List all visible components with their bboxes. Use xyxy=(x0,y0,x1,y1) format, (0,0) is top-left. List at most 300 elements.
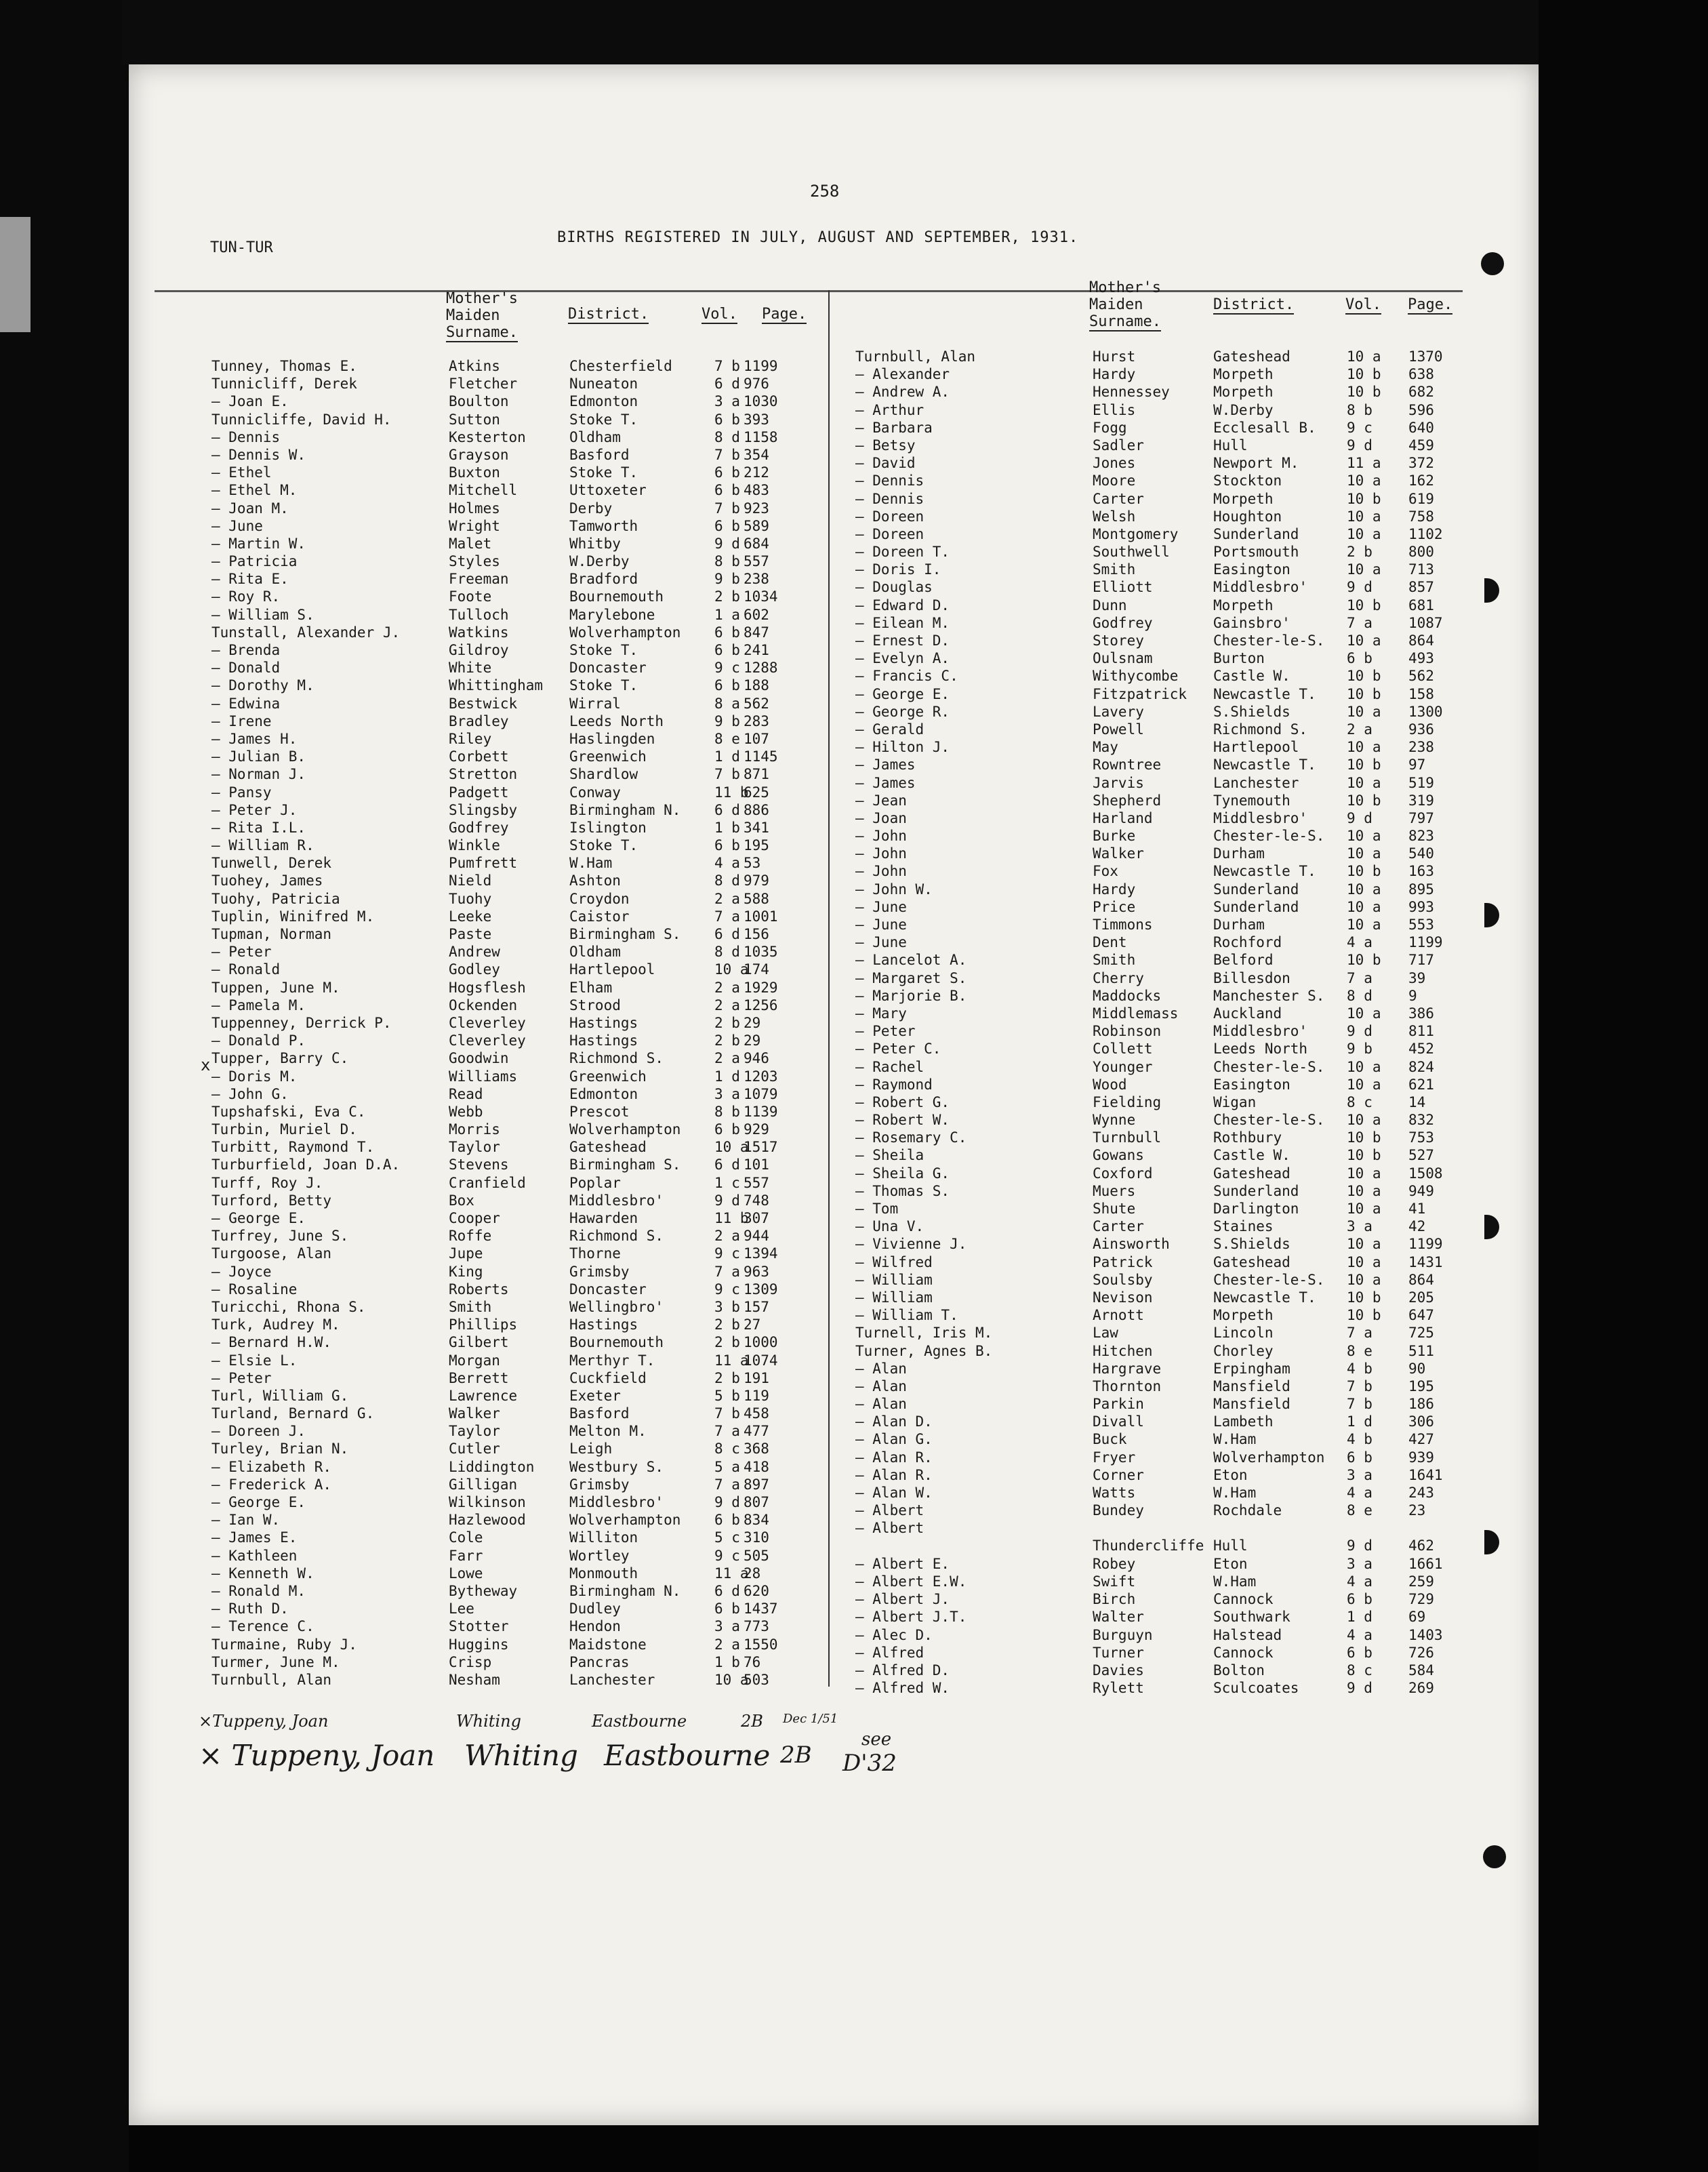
entry-name: — John xyxy=(855,863,907,880)
entry-page: 53 xyxy=(744,855,761,872)
entry-maiden: Lawrence xyxy=(449,1387,518,1404)
entry-page: 553 xyxy=(1408,917,1434,933)
entry-district: Hastings xyxy=(569,1316,638,1333)
entry-name: — John W. xyxy=(855,881,933,898)
entry-maiden: Atkins xyxy=(449,358,500,374)
entry-district: Westbury S. xyxy=(569,1458,664,1475)
entry-maiden: Godfrey xyxy=(449,819,509,836)
entry-page: 895 xyxy=(1408,881,1434,898)
entry-vol: 6 b xyxy=(714,1512,740,1529)
entry-page: 602 xyxy=(744,606,769,623)
entry-maiden: Andrew xyxy=(449,944,500,961)
entry-maiden: Price xyxy=(1093,898,1136,915)
binder-hole-icon xyxy=(1481,252,1504,275)
entry-name: — Alec D. xyxy=(855,1626,933,1643)
entry-district: Stoke T. xyxy=(569,464,638,481)
entry-name: — Robert W. xyxy=(855,1112,950,1129)
entry-name: Turner, Agnes B. xyxy=(855,1342,993,1359)
entry-page: 557 xyxy=(744,553,769,570)
entry-maiden: Gowans xyxy=(1093,1147,1144,1164)
entry-page: 588 xyxy=(744,890,769,907)
entry-page: 897 xyxy=(744,1476,769,1493)
entry-vol: 1 d xyxy=(714,1068,740,1085)
entry-vol: 1 a xyxy=(714,606,740,623)
entry-district: Greenwich xyxy=(569,1068,647,1085)
entry-name: — Alan xyxy=(855,1377,907,1394)
entry-name: — George E. xyxy=(211,1494,306,1510)
entry-district: Prescot xyxy=(569,1103,630,1120)
entry-vol: 6 b xyxy=(714,677,740,694)
entry-page: 1288 xyxy=(744,660,778,677)
entry-page: 864 xyxy=(1408,632,1434,649)
entry-name: — Dennis xyxy=(855,472,924,489)
entry-vol: 7 a xyxy=(714,1423,740,1440)
entry-maiden: Tulloch xyxy=(449,606,509,623)
entry-district: Easington xyxy=(1213,561,1290,578)
entry-vol: 10 a xyxy=(1347,561,1381,578)
entry-name: — Albert xyxy=(855,1502,924,1519)
entry-page: 1403 xyxy=(1408,1626,1443,1643)
entry-name: — Joan E. xyxy=(211,393,289,410)
entry-maiden: Ellis xyxy=(1093,401,1136,418)
entry-district: Hawarden xyxy=(569,1210,638,1226)
entry-name: — Rosaline xyxy=(211,1281,298,1298)
entry-vol: 1 d xyxy=(714,748,740,765)
entry-district: Sunderland xyxy=(1213,525,1299,542)
entry-vol: 10 a xyxy=(1347,1165,1381,1182)
entry-district: Cannock xyxy=(1213,1644,1274,1661)
entry-vol: 5 a xyxy=(714,1458,740,1475)
entry-vol: 2 b xyxy=(714,588,740,605)
entry-name: Tupman, Norman xyxy=(211,926,332,942)
entry-vol: 11 b xyxy=(714,1210,749,1226)
entry-district: Lanchester xyxy=(1213,774,1299,791)
entry-district: Sunderland xyxy=(1213,898,1299,915)
entry-name: — Dennis xyxy=(211,428,281,445)
entry-page: 682 xyxy=(1408,384,1434,401)
entry-name: — Una V. xyxy=(855,1218,924,1235)
left-maiden-heading: Mother's Maiden Surname. xyxy=(446,290,518,341)
entry-district: Oldham xyxy=(569,428,621,445)
entry-maiden: Crisp xyxy=(449,1653,492,1670)
entry-maiden: Farr xyxy=(449,1547,483,1564)
entry-vol: 2 a xyxy=(714,1228,740,1245)
entry-vol: 8 c xyxy=(1347,1662,1372,1678)
entry-vol: 8 a xyxy=(714,695,740,712)
entry-name: — Peter xyxy=(855,1023,916,1040)
entry-vol: 6 d xyxy=(714,1582,740,1599)
entry-maiden: Maddocks xyxy=(1093,987,1162,1004)
entry-page: 1508 xyxy=(1408,1165,1443,1182)
entry-name: — John xyxy=(855,845,907,862)
entry-page: 452 xyxy=(1408,1041,1434,1058)
entry-page: 726 xyxy=(1408,1644,1434,1661)
entry-vol: 4 a xyxy=(1347,934,1372,951)
entry-vol: 10 a xyxy=(1347,1271,1381,1288)
entry-district: Wolverhampton xyxy=(569,624,681,641)
entry-maiden: Berrett xyxy=(449,1369,509,1386)
entry-vol: 9 d xyxy=(1347,1537,1372,1554)
entry-maiden: Jones xyxy=(1093,455,1136,472)
entry-vol: 10 a xyxy=(1347,1005,1381,1022)
entry-page: 944 xyxy=(744,1228,769,1245)
entry-page: 1087 xyxy=(1408,614,1443,631)
entry-name: — Alexander xyxy=(855,366,950,383)
entry-page: 205 xyxy=(1408,1289,1434,1306)
entry-page: 1000 xyxy=(744,1334,778,1351)
entry-district: Hendon xyxy=(569,1618,621,1635)
entry-maiden: Nield xyxy=(449,872,492,889)
entry-vol: 9 c xyxy=(714,1245,740,1262)
entry-district: Castle W. xyxy=(1213,668,1290,685)
entry-vol: 2 b xyxy=(714,1334,740,1351)
entry-name: Tupshafski, Eva C. xyxy=(211,1103,366,1120)
scan-background-top xyxy=(122,0,1545,64)
entry-maiden: Timmons xyxy=(1093,917,1153,933)
entry-maiden: Swift xyxy=(1093,1573,1136,1590)
entry-vol: 9 d xyxy=(714,535,740,552)
entry-name: — Rita E. xyxy=(211,571,289,588)
entry-district: Wolverhampton xyxy=(569,1512,681,1529)
entry-page: 310 xyxy=(744,1529,769,1546)
entry-page: 341 xyxy=(744,819,769,836)
entry-district: Doncaster xyxy=(569,1281,647,1298)
entry-vol: 10 b xyxy=(1347,757,1381,773)
entry-name: — Wilfred xyxy=(855,1253,933,1270)
entry-page: 1001 xyxy=(744,908,778,925)
entry-district: Doncaster xyxy=(569,660,647,677)
entry-name: — Alan W. xyxy=(855,1485,933,1501)
entry-page: 90 xyxy=(1408,1360,1426,1377)
entry-page: 939 xyxy=(1408,1449,1434,1466)
entry-maiden: Law xyxy=(1093,1325,1118,1342)
entry-page: 386 xyxy=(1408,1005,1434,1022)
entry-maiden: Corbett xyxy=(449,748,509,765)
entry-district: Easington xyxy=(1213,1076,1290,1093)
entry-maiden: Robinson xyxy=(1093,1023,1162,1040)
entry-maiden: Watts xyxy=(1093,1485,1136,1501)
entry-vol: 10 b xyxy=(1347,1147,1381,1164)
entry-page: 773 xyxy=(744,1618,769,1635)
entry-page: 372 xyxy=(1408,455,1434,472)
entry-name: — Peter xyxy=(211,944,272,961)
entry-vol: 10 b xyxy=(1347,597,1381,614)
entry-vol: 9 b xyxy=(714,571,740,588)
entry-district: Morpeth xyxy=(1213,366,1274,383)
entry-page: 1079 xyxy=(744,1085,778,1102)
entry-name: — Edwina xyxy=(211,695,281,712)
entry-page: 29 xyxy=(744,1032,761,1049)
entry-page: 156 xyxy=(744,926,769,942)
entry-vol: 8 d xyxy=(714,872,740,889)
entry-district: Stoke T. xyxy=(569,677,638,694)
entry-vol: 10 a xyxy=(1347,739,1381,756)
entry-name: — Alfred xyxy=(855,1644,924,1661)
entry-maiden: Godley xyxy=(449,961,500,978)
entry-district: Auckland xyxy=(1213,1005,1282,1022)
entry-vol: 7 a xyxy=(1347,969,1372,986)
entry-name: — Alan R. xyxy=(855,1449,933,1466)
entry-district: Wirral xyxy=(569,695,621,712)
entry-name: Turk, Audrey M. xyxy=(211,1316,340,1333)
entry-name: — Frederick A. xyxy=(211,1476,332,1493)
entry-name: — James xyxy=(855,774,916,791)
entry-page: 306 xyxy=(1408,1413,1434,1430)
entry-maiden: Hurst xyxy=(1093,348,1136,365)
entry-name: — Doreen J. xyxy=(211,1423,306,1440)
entry-name: — George R. xyxy=(855,703,950,720)
entry-maiden: Kesterton xyxy=(449,428,526,445)
entry-name: — Alfred W. xyxy=(855,1680,950,1697)
entry-maiden: Middlemass xyxy=(1093,1005,1179,1022)
entry-page: 1203 xyxy=(744,1068,778,1085)
entry-district: Bolton xyxy=(1213,1662,1265,1678)
entry-name: Tuppenney, Derrick P. xyxy=(211,1014,392,1031)
entry-name: Turgoose, Alan xyxy=(211,1245,332,1262)
entry-vol: 7 b xyxy=(714,1405,740,1422)
entry-page: 9 xyxy=(1408,987,1417,1004)
entry-district: Gateshead xyxy=(569,1139,647,1156)
entry-maiden: Bradley xyxy=(449,712,509,729)
entry-maiden: Cutler xyxy=(449,1441,500,1457)
entry-district: Oldham xyxy=(569,944,621,961)
entry-name: — Kenneth W. xyxy=(211,1565,314,1582)
entry-vol: 1 d xyxy=(1347,1413,1372,1430)
entry-page: 69 xyxy=(1408,1609,1426,1626)
entry-vol: 8 e xyxy=(1347,1342,1372,1359)
entry-district: W.Derby xyxy=(569,553,630,570)
entry-district: Newcastle T. xyxy=(1213,1289,1316,1306)
entry-maiden: Wright xyxy=(449,517,500,534)
entry-name: Tuohy, Patricia xyxy=(211,890,340,907)
entry-name: — June xyxy=(855,934,907,951)
entry-vol: 7 a xyxy=(714,1263,740,1280)
entry-district: Monmouth xyxy=(569,1565,638,1582)
entry-district: W.Ham xyxy=(569,855,613,872)
entry-district: Basford xyxy=(569,446,630,463)
entry-page: 1139 xyxy=(744,1103,778,1120)
entry-district: Cannock xyxy=(1213,1591,1274,1608)
entry-vol: 10 a xyxy=(1347,1076,1381,1093)
entry-district: Newcastle T. xyxy=(1213,757,1316,773)
entry-vol: 9 d xyxy=(1347,1023,1372,1040)
entry-maiden: Huggins xyxy=(449,1636,509,1653)
entry-district: W.Ham xyxy=(1213,1485,1257,1501)
entry-name: — Barbara xyxy=(855,419,933,436)
entry-page: 519 xyxy=(1408,774,1434,791)
entry-maiden: King xyxy=(449,1263,483,1280)
entry-district: Stoke T. xyxy=(569,642,638,658)
entry-page: 269 xyxy=(1408,1680,1434,1697)
entry-name: — Albert xyxy=(855,1520,924,1537)
entry-district: Newcastle T. xyxy=(1213,863,1316,880)
entry-maiden: Sadler xyxy=(1093,437,1144,454)
entry-maiden: Robey xyxy=(1093,1555,1136,1572)
entry-page: 1550 xyxy=(744,1636,778,1653)
entry-name: — Alan D. xyxy=(855,1413,933,1430)
entry-district: Chester-le-S. xyxy=(1213,1112,1325,1129)
entry-district: Southwark xyxy=(1213,1609,1290,1626)
entry-maiden: Box xyxy=(449,1192,474,1209)
entry-maiden: Tuohy xyxy=(449,890,492,907)
entry-page: 162 xyxy=(1408,472,1434,489)
entry-page: 505 xyxy=(744,1547,769,1564)
entry-page: 946 xyxy=(744,1050,769,1067)
entry-maiden: Thornton xyxy=(1093,1377,1162,1394)
entry-vol: 10 a xyxy=(1347,845,1381,862)
entry-maiden: Burke xyxy=(1093,828,1136,845)
entry-vol: 10 a xyxy=(1347,508,1381,525)
entry-maiden: Turner xyxy=(1093,1644,1144,1661)
entry-vol: 2 a xyxy=(1347,721,1372,738)
entry-maiden: Hardy xyxy=(1093,366,1136,383)
entry-page: 640 xyxy=(1408,419,1434,436)
entry-name: Tuppen, June M. xyxy=(211,979,340,996)
entry-vol: 9 b xyxy=(1347,1041,1372,1058)
entry-district: Birmingham S. xyxy=(569,1157,681,1173)
entry-district: Wolverhampton xyxy=(1213,1449,1325,1466)
entry-maiden: White xyxy=(449,660,492,677)
entry-vol: 10 b xyxy=(1347,668,1381,685)
entry-vol: 2 a xyxy=(714,890,740,907)
entry-district: Cuckfield xyxy=(569,1369,647,1386)
entry-district: Chesterfield xyxy=(569,358,672,374)
entry-page: 625 xyxy=(744,784,769,801)
entry-maiden: Gildroy xyxy=(449,642,509,658)
entry-page: 811 xyxy=(1408,1023,1434,1040)
entry-vol: 6 b xyxy=(1347,1449,1372,1466)
entry-page: 824 xyxy=(1408,1058,1434,1075)
entry-vol: 11 a xyxy=(714,1352,749,1369)
entry-district: Bradford xyxy=(569,571,638,588)
entry-maiden: Phillips xyxy=(449,1316,518,1333)
entry-name: — Raymond xyxy=(855,1076,933,1093)
entry-district: Stockton xyxy=(1213,472,1282,489)
entry-vol: 6 b xyxy=(714,837,740,854)
entry-vol: 6 b xyxy=(714,624,740,641)
entry-vol: 7 b xyxy=(714,358,740,374)
entry-name: — Sheila G. xyxy=(855,1165,950,1182)
entry-district: Leigh xyxy=(569,1441,613,1457)
entry-page: 511 xyxy=(1408,1342,1434,1359)
entry-page: 936 xyxy=(1408,721,1434,738)
left-page-heading: Page. xyxy=(762,306,807,323)
entry-page: 259 xyxy=(1408,1573,1434,1590)
entry-page: 493 xyxy=(1408,650,1434,667)
entry-maiden: Foote xyxy=(449,588,492,605)
entry-maiden: Muers xyxy=(1093,1182,1136,1199)
entry-page: 1256 xyxy=(744,997,778,1013)
entry-vol: 10 b xyxy=(1347,1129,1381,1146)
entry-maiden: Davies xyxy=(1093,1662,1144,1678)
entry-name: Turicchi, Rhona S. xyxy=(211,1298,366,1315)
entry-page: 23 xyxy=(1408,1502,1426,1519)
entry-name: — Ronald xyxy=(211,961,281,978)
entry-name: — Roy R. xyxy=(211,588,281,605)
entry-name: — Doris M. xyxy=(211,1068,298,1085)
entry-name: — Ian W. xyxy=(211,1512,281,1529)
binder-hole-icon xyxy=(1483,1845,1506,1868)
entry-vol: 7 a xyxy=(1347,1325,1372,1342)
entry-maiden: Leeke xyxy=(449,908,492,925)
entry-name: — Irene xyxy=(211,712,272,729)
entry-district: Hartlepool xyxy=(1213,739,1299,756)
entry-maiden: Burguyn xyxy=(1093,1626,1153,1643)
entry-maiden: Styles xyxy=(449,553,500,570)
entry-vol: 10 b xyxy=(1347,792,1381,809)
entry-maiden: Godfrey xyxy=(1093,614,1153,631)
entry-vol: 11 a xyxy=(1347,455,1381,472)
entry-vol: 8 d xyxy=(714,944,740,961)
entry-name: — William T. xyxy=(855,1307,958,1324)
entry-page: 97 xyxy=(1408,757,1426,773)
entry-maiden: Pumfrett xyxy=(449,855,518,872)
entry-vol: 4 a xyxy=(1347,1485,1372,1501)
entry-maiden: Fielding xyxy=(1093,1093,1162,1110)
entry-district: Melton M. xyxy=(569,1423,647,1440)
entry-page: 807 xyxy=(744,1494,769,1510)
entry-maiden: Turnbull xyxy=(1093,1129,1162,1146)
entry-name: — Peter xyxy=(211,1369,272,1386)
entry-name: — Patricia xyxy=(211,553,298,570)
entry-maiden: Gilbert xyxy=(449,1334,509,1351)
entry-vol: 10 b xyxy=(1347,366,1381,383)
entry-name: — Donald P. xyxy=(211,1032,306,1049)
entry-vol: 10 a xyxy=(714,1139,749,1156)
entry-district: Middlesbro' xyxy=(1213,1023,1308,1040)
entry-vol: 10 b xyxy=(1347,952,1381,969)
entry-vol: 10 a xyxy=(1347,774,1381,791)
entry-district: Islington xyxy=(569,819,647,836)
entry-maiden: Williams xyxy=(449,1068,518,1085)
entry-vol: 10 b xyxy=(1347,863,1381,880)
entry-name: — June xyxy=(855,898,907,915)
entry-vol: 8 e xyxy=(1347,1502,1372,1519)
entry-page: 39 xyxy=(1408,969,1426,986)
entry-vol: 7 b xyxy=(714,766,740,783)
entry-maiden: Carter xyxy=(1093,1218,1144,1235)
entry-district: Edmonton xyxy=(569,393,638,410)
entry-district: Grimsby xyxy=(569,1476,630,1493)
entry-vol: 4 a xyxy=(1347,1573,1372,1590)
entry-vol: 1 d xyxy=(1347,1609,1372,1626)
entry-district: Poplar xyxy=(569,1174,621,1191)
entry-district: Mansfield xyxy=(1213,1396,1290,1413)
entry-district: Gateshead xyxy=(1213,1253,1290,1270)
entry-name: — David xyxy=(855,455,916,472)
entry-name: — Betsy xyxy=(855,437,916,454)
entry-page: 871 xyxy=(744,766,769,783)
entry-maiden: Ockenden xyxy=(449,997,518,1013)
entry-name: Tunwell, Derek xyxy=(211,855,332,872)
entry-page: 186 xyxy=(1408,1396,1434,1413)
margin-cross-mark: x xyxy=(201,1055,211,1074)
entry-page: 14 xyxy=(1408,1093,1426,1110)
entry-page: 1437 xyxy=(744,1601,778,1617)
entry-vol: 2 b xyxy=(1347,544,1372,561)
entry-page: 1929 xyxy=(744,979,778,996)
entry-maiden: Liddington xyxy=(449,1458,535,1475)
entry-name: — Kathleen xyxy=(211,1547,298,1564)
entry-maiden: Malet xyxy=(449,535,492,552)
entry-district: Shardlow xyxy=(569,766,638,783)
entry-maiden: Stotter xyxy=(449,1618,509,1635)
entry-page: 1035 xyxy=(744,944,778,961)
entry-maiden: Buxton xyxy=(449,464,500,481)
entry-page: 1370 xyxy=(1408,348,1443,365)
entry-vol: 9 d xyxy=(1347,579,1372,596)
entry-page: 101 xyxy=(744,1157,769,1173)
